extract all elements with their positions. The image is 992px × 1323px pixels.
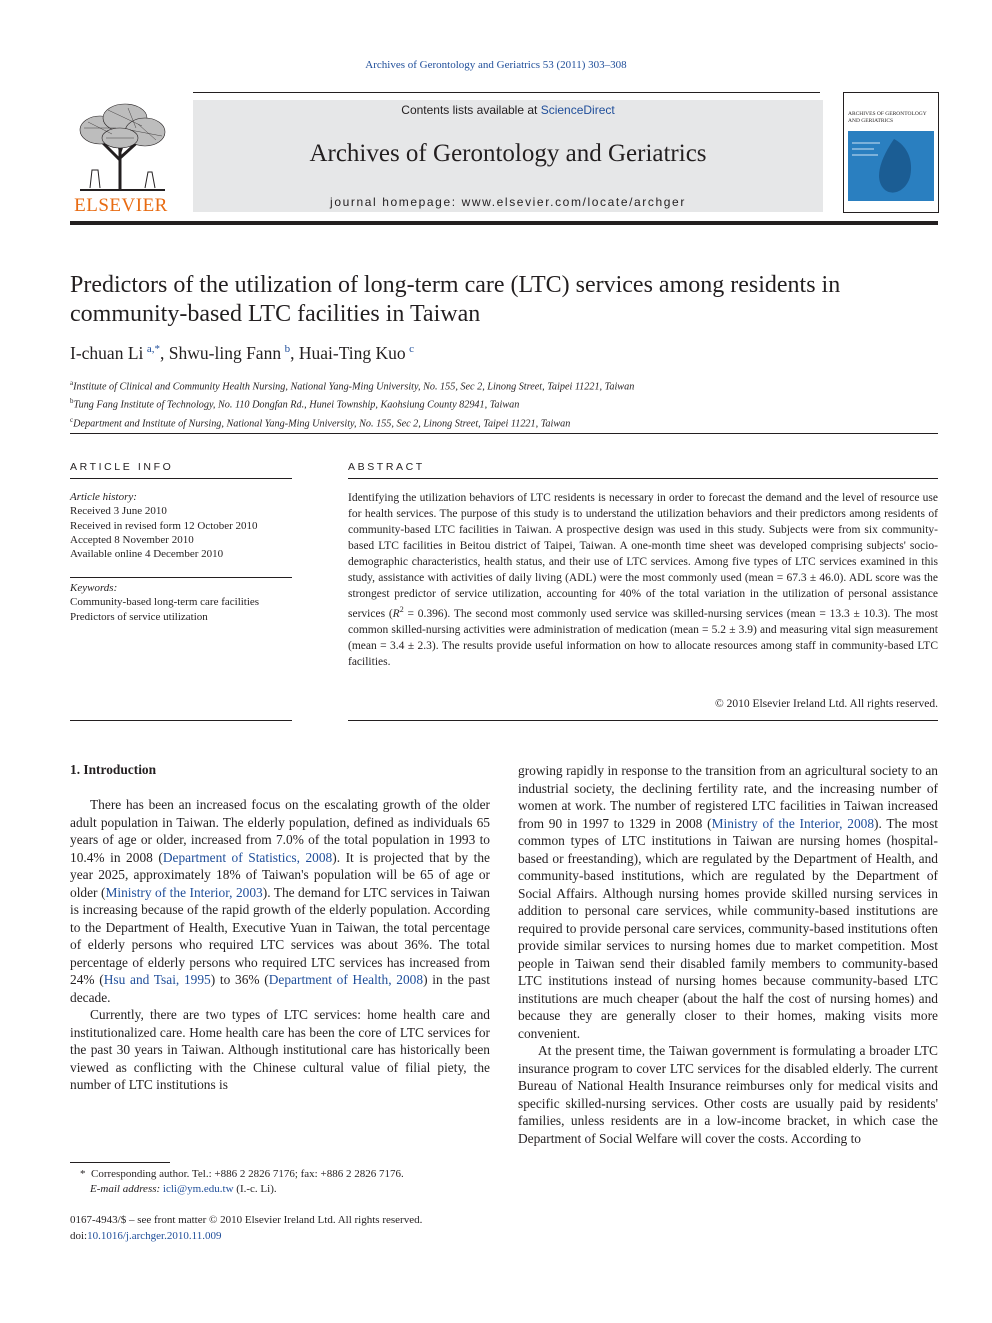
abstract-copyright: © 2010 Elsevier Ireland Ltd. All rights reserved. — [714, 698, 938, 710]
history-revised: Received in revised form 12 October 2010 — [70, 519, 258, 532]
body-left-column — [70, 796, 490, 1094]
section-heading-introduction: 1. Introduction — [70, 762, 157, 777]
intro-paragraph-3: growing rapidly in response to the transition from an agricultural society to an industrial society, the declining fertility rate, and the increasing number of women at work. The number of registered LTC facilities in Taiwan increased from 90 in 1997 to 1329 in 2008 (Ministry of the Interior, 2008). The most common types of LTC institutions in Taiwan are nursing homes (hospital-based or freestanding), which are regulated by the Department of Health, and community-based institutions, which are regulated by the Department of Social Affairs. Although nursing homes provide skilled nursing services in addition to personal care services, while community-based institutions are required to provide personal care services, community-based institutions often provide similar services to nursing homes due to market competition. Most people in Taiwan send their disabled family members to community-based LTC institutions instead of nursing homes because community-based LTC institutions are much cheaper (about the half the cost of nursing homes) and because they are generally closer to their homes, making visits more convenient. — [518, 763, 939, 1041]
article-info-bottom-rule — [70, 720, 292, 721]
author-list: I-chuan Li $^{a,*}$, Shwu-ling Fann $^b$, Huai-Ting Kuo $^c$ — [70, 343, 415, 363]
title-divider — [70, 433, 938, 434]
history-received: Received 3 June 2010 — [70, 505, 167, 518]
ref-department-of-health[interactable]: Department of Health, 2008 — [268, 972, 424, 987]
doi-line: doi:10.1016/j.archger.2010.11.009 — [70, 1230, 222, 1242]
ref-ministry-interior-2008[interactable]: Ministry of the Interior, 2008 — [711, 815, 875, 831]
affiliation-c: $^c$Department and Institute of Nursing, National Yang-Ming University, No. 155, Sec 2, Linong Street, Taipei 11221, Taiwan — [70, 415, 571, 430]
cover-art-icon — [844, 129, 938, 209]
abstract-rule — [348, 478, 938, 479]
body-right-column — [518, 762, 938, 1147]
author-3[interactable]: Huai-Ting Kuo $^c$ — [298, 343, 415, 363]
abstract-bottom-rule — [348, 720, 938, 721]
journal-citation[interactable]: Archives of Gerontology and Geriatrics 53 (2011) 303–308 — [365, 59, 627, 71]
issn-line: 0167-4943/$ – see front matter © 2010 Elsevier Ireland Ltd. All rights reserved. — [70, 1214, 423, 1226]
corresponding-author-footnote: * Corresponding author. Tel.: +886 2 2826 7176; fax: +886 2 2826 7176. E-mail address: icli@ym.edu.tw (I.-c. Li). — [80, 1168, 404, 1195]
ref-department-of-statistics[interactable]: Department of Statistics, 2008 — [162, 849, 333, 865]
intro-paragraph-2: Currently, there are two types of LTC services: home health care and institutionalized care. Home health care has been the core of LTC services for the past 30 years in Taiwan. Although institutional care has historically been viewed as conflicting with the Chinese cultural value of filial piety, the number of LTC institutions is — [70, 1007, 490, 1092]
publisher-name[interactable]: ELSEVIER — [74, 195, 168, 216]
affiliations — [70, 376, 938, 431]
article-history — [70, 490, 292, 561]
abstract-heading: ABSTRACT — [348, 461, 425, 473]
affiliation-a: $^a$Institute of Clinical and Community Health Nursing, National Yang-Ming University, No. 155, Sec 2, Linong Street, Taipei 11221, Taiwan — [70, 379, 635, 393]
header-thick-rule — [70, 221, 938, 225]
intro-paragraph-4: At the present time, the Taiwan government is formulating a broader LTC insurance program to cover LTC services for the disabled elderly. The current Bureau of National Health Insurance reimburses only for medical visits and specific skilled-nursing services. Other costs are usually paid by residents' families, unless residents are in a low-income bracket, in which case the Department of Social Welfare will cover the costs. According to — [518, 1043, 938, 1146]
author-email-link[interactable]: icli@ym.edu.tw — [162, 1182, 234, 1195]
article-info-heading: ARTICLE INFO — [70, 461, 174, 473]
history-label: Article history: — [70, 491, 137, 503]
sciencedirect-link[interactable]: ScienceDirect — [540, 103, 615, 117]
keyword-1: Community-based long-term care facilities — [70, 596, 260, 609]
keywords-rule — [70, 577, 292, 578]
keywords-label: Keywords: — [70, 582, 118, 594]
author-2[interactable]: Shwu-ling Fann $^b$ — [168, 343, 291, 363]
author-1[interactable]: I-chuan Li $^{a,*}$ — [70, 343, 161, 363]
affiliation-b: $^b$Tung Fang Institute of Technology, No. 110 Dongfan Rd., Hunei Township, Kaohsiung County 82941, Taiwan — [70, 397, 520, 411]
history-accepted: Accepted 8 November 2010 — [70, 533, 194, 546]
ref-hsu-tsai[interactable]: Hsu and Tsai, 1995 — [103, 972, 211, 987]
intro-paragraph-1: There has been an increased focus on the escalating growth of the older adult population in Taiwan. The elderly population, defined as individuals 65 years of age or older, increased from 7.0% of the total population in 1993 to 10.4% in 2008 (Department of Statistics, 2008). It is projected that by the year 2025, approximately 18% of Taiwan's population will be 65 of age or older (Ministry of the Interior, 2003). The demand for LTC services in Taiwan is increasing because of the rapid growth of the elderly population. According to the Department of Health, Executive Yuan in Taiwan, the total percentage of elderly persons who required LTC services was about 36%. The total percentage of elderly persons who required LTC services has increased from 24% (Hsu and Tsai, 1995) to 36% (Department of Health, 2008) in the past decade. — [70, 797, 490, 1005]
journal-cover-thumbnail[interactable] — [843, 92, 939, 213]
ref-ministry-interior-2003[interactable]: Ministry of the Interior, 2003 — [105, 884, 263, 900]
contents-line: Contents lists available at ScienceDirect — [401, 103, 615, 117]
article-info-rule — [70, 478, 292, 479]
doi-link[interactable]: 10.1016/j.archger.2010.11.009 — [87, 1230, 222, 1242]
journal-title: Archives of Gerontology and Geriatrics — [309, 140, 707, 167]
header-rule — [193, 92, 820, 93]
keyword-2: Predictors of service utilization — [70, 610, 208, 623]
abstract-text: Identifying the utilization behaviors of LTC residents is necessary in order to forecast the demand and the level of resource use for health services. The purpose of this study is to understand the utilization behaviors and their predictors among residents of community-based LTC facilities in Taiwan. A prospective design was used in this study. Subjects were from six community-based LTC facilities in Beitou district of Taipei, Taiwan. A one-month time sheet was developed comprising subjects' socio-demographic characteristics, health status, and their use of LTC services. Among five types of LTC services examined in this study, assistance with activities of daily living (ADL) were the most commonly used (mean = 67.3 ± 46.0). ADL score was the strongest predictor of service utilization, accounting for 40% of the total variation in the utilization of personal assistance services $(R^2 = 0.396)$. The second most commonly used service was skilled-nursing services (mean = 13.3 ± 10.3). The most common skilled-nursing activities were administration of medication (mean = 5.2 ± 3.9) and measuring vital sign measurement (mean = 3.4 ± 2.3). The results provide useful information on how to allocate resources among staff in community-based LTC facilities. — [348, 492, 938, 668]
article-title: Predictors of the utilization of long-term care (LTC) services among residents in community-based LTC facilities in Taiwan — [70, 272, 841, 327]
page-footer — [70, 1212, 510, 1244]
keywords — [70, 581, 310, 624]
journal-homepage[interactable]: journal homepage: www.elsevier.com/locate/archger — [330, 195, 686, 209]
cover-title: ARCHIVES OF GERONTOLOGY AND GERIATRICS — [848, 111, 927, 124]
history-online: Available online 4 December 2010 — [70, 548, 224, 561]
footnote-rule — [70, 1162, 170, 1163]
